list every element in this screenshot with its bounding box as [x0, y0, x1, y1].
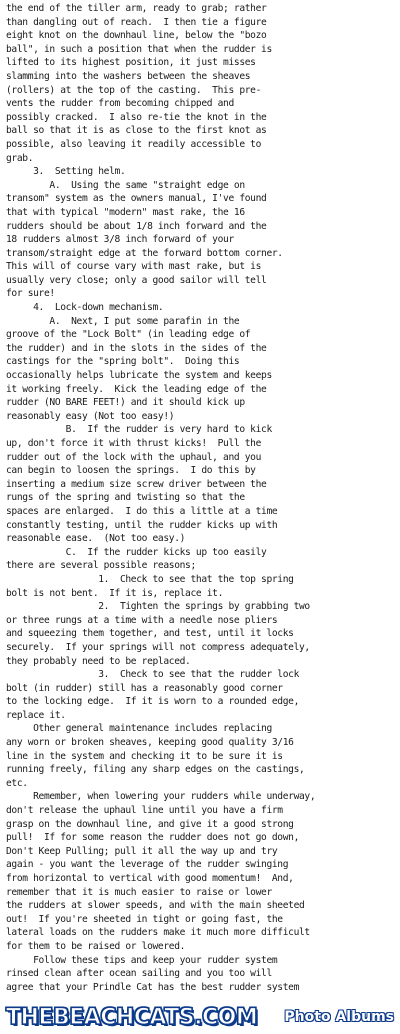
text-line: lateral loads on the rudders make it much more difficult	[6, 927, 310, 939]
text-line: bolt is not bent. If it is, replace it.	[6, 587, 224, 599]
text-line: lifted to its highest position, it just misses	[6, 57, 256, 69]
text-line: from horizontal to vertical with good momentum! And,	[6, 873, 294, 884]
text-line: reasonably easy (Not too easy!)	[6, 410, 175, 422]
text-line: for sure!	[6, 288, 55, 300]
text-line: it working freely. Kick the leading edge of the	[6, 383, 267, 395]
text-line: spaces are enlarged. I do this a little at a time	[6, 505, 278, 517]
text-line: ball so that it is as close to the first knot as	[6, 125, 267, 137]
text-line: 18 rudders almost 3/8 inch forward of your	[6, 234, 234, 246]
text-line: slamming into the washers between the sheaves	[6, 70, 251, 82]
text-line: securely. If your springs will not compress adequately,	[6, 641, 310, 653]
text-line: rudder (NO BARE FEET!) and it should kick up	[6, 397, 245, 409]
text-line: castings for the "spring bolt". Doing this	[6, 356, 240, 368]
text-line: rinsed clean after ocean sailing and you too will	[6, 968, 272, 980]
text-line: reasonable ease. (Not too easy.)	[6, 533, 186, 545]
text-line: Other general maintenance includes replacing	[6, 723, 272, 735]
text-line: rungs of the spring and twisting so that the	[6, 492, 245, 504]
text-line: (rollers) at the top of the casting. This pre-	[6, 84, 262, 96]
text-line: than dangling out of reach. I then tie a figure	[6, 16, 267, 28]
watermark-brand: THEBEACHCATS.COM	[6, 1004, 258, 1030]
text-line: possibly cracked. I also re-tie the knot in the	[6, 111, 267, 123]
text-line: groove of the "Lock Bolt" (in leading edge of	[6, 329, 251, 341]
text-line: B. If the rudder is very hard to kick	[6, 424, 272, 436]
text-line: replace it.	[6, 709, 66, 721]
text-line: eight knot on the downhaul line, below the "bozo	[6, 30, 267, 42]
text-line: A. Next, I put some parafin in the	[6, 315, 240, 327]
text-line: etc.	[6, 777, 28, 789]
text-line: the rudders at slower speeds, and with the main sheeted	[6, 900, 305, 912]
text-line: there are several possible reasons;	[6, 560, 196, 572]
text-line: or three rungs at a time with a needle nose pliers	[6, 614, 278, 626]
text-line: the end of the tiller arm, ready to grab; rather	[6, 3, 267, 14]
text-line: constantly testing, until the rudder kicks up with	[6, 519, 278, 531]
text-line: 3. Check to see that the rudder lock	[6, 669, 300, 681]
text-line: ball", in such a position that when the rudder is	[6, 43, 272, 55]
text-line: up, don't force it with thrust kicks! Pull the	[6, 438, 262, 449]
text-line: transom" system as the owners manual, I've found	[6, 193, 267, 205]
text-line: rudder out of the lock with the uphaul, and you	[6, 451, 262, 463]
text-line: for them to be raised or lowered.	[6, 940, 186, 952]
text-line: out! If you're sheeted in tight or going fast, the	[6, 913, 283, 925]
text-line: vents the rudder from becoming chipped and	[6, 98, 234, 110]
text-line: rudders should be about 1/8 inch forward and the	[6, 220, 267, 232]
text-line: running freely, filing any sharp edges on the castings,	[6, 764, 305, 776]
text-line: Don't Keep Pulling; pull it all the way up and try	[6, 845, 278, 857]
text-line: transom/straight edge at the forward bottom corner.	[6, 247, 283, 259]
text-line: don't release the uphaul line until you have a firm	[6, 805, 283, 817]
text-line: usually very close; only a good sailor will tell	[6, 274, 267, 286]
text-line: C. If the rudder kicks up too easily	[6, 546, 267, 558]
watermark-photo-albums: Photo Albums	[284, 1009, 394, 1025]
text-line: can begin to loosen the springs. I do this by	[6, 465, 256, 477]
text-line: any worn or broken sheaves, keeping good quality 3/16	[6, 737, 294, 749]
text-line: again - you want the leverage of the rudder swinging	[6, 859, 289, 871]
text-line: 2. Tighten the springs by grabbing two	[6, 601, 310, 613]
text-line: Follow these tips and keep your rudder system	[6, 954, 278, 966]
text-line: line in the system and checking it to be sure it is	[6, 750, 283, 762]
text-line: Remember, when lowering your rudders while underway,	[6, 791, 316, 803]
text-line: pull! If for some reason the rudder does not go down,	[6, 832, 300, 844]
typed-document	[6, 2, 398, 994]
text-line: inserting a medium size screw driver between the	[6, 478, 267, 490]
watermark-banner	[0, 1000, 400, 1034]
text-line: 3. Setting helm.	[6, 166, 126, 178]
text-line: they probably need to be replaced.	[6, 655, 191, 667]
text-line: This will of course vary with mast rake, but is	[6, 261, 262, 273]
text-line: remember that it is much easier to raise or lower	[6, 886, 272, 898]
text-line: grab.	[6, 152, 34, 164]
text-line: and squeezing them together, and test, until it locks	[6, 628, 294, 640]
text-line: grasp on the downhaul line, and give it a good strong	[6, 818, 294, 830]
text-line: occasionally helps lubricate the system and keeps	[6, 370, 272, 382]
text-line: A. Using the same "straight edge on	[6, 179, 245, 191]
text-line: bolt (in rudder) still has a reasonably good corner	[6, 682, 283, 694]
text-line: agree that your Prindle Cat has the best rudder system	[6, 981, 300, 993]
text-line: 1. Check to see that the top spring	[6, 573, 294, 585]
text-line: 4. Lock-down mechanism.	[6, 302, 164, 314]
text-line: to the locking edge. If it is worn to a rounded edge,	[6, 696, 300, 708]
text-line: the rudder) and in the slots in the sides of the	[6, 342, 267, 354]
text-line: that with typical "modern" mast rake, the 16	[6, 206, 245, 218]
text-line: possible, also leaving it readily accessible to	[6, 138, 262, 150]
